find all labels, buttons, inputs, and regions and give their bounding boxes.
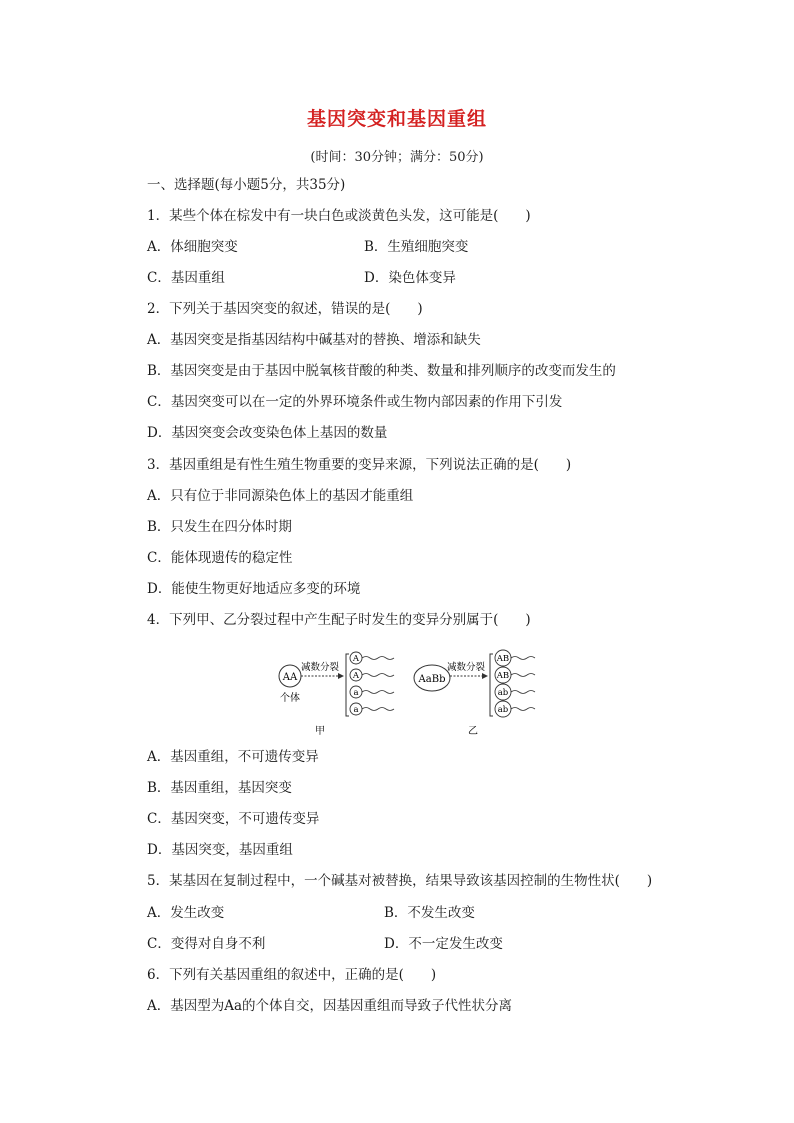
left-gamete: [350, 703, 394, 715]
left-gamete-label: a: [353, 688, 359, 698]
left-gamete-label: A: [352, 654, 360, 664]
question-3-option-b: B．只发生在四分体时期: [147, 519, 292, 535]
right-gamete: [495, 650, 535, 666]
left-gamete: [350, 669, 394, 681]
left-sperm-tail: [362, 657, 394, 660]
right-parent-label: AaBb: [418, 674, 446, 685]
right-gamete: [495, 684, 535, 700]
question-5-option-c: C．变得对自身不利: [147, 936, 266, 952]
left-gamete-label: A: [352, 671, 360, 681]
exam-time-score: (时间：30分钟；满分：50分): [310, 150, 484, 165]
right-gamete-label: AB: [496, 671, 510, 681]
right-bracket: [490, 654, 493, 716]
left-gamete-label: a: [353, 705, 359, 715]
question-6-option-a: A．基因型为Aa的个体自交，因基因重组而导致子代性状分离: [147, 998, 513, 1014]
question-5-option-a: A．发生改变: [147, 905, 225, 921]
question-3-option-a: A．只有位于非同源染色体上的基因才能重组: [147, 488, 414, 504]
left-arrow-head: [338, 673, 344, 679]
question-4-option-c: C．基因突变，不可遗传变异: [147, 811, 320, 827]
question-1-option-d: D．染色体变异: [364, 270, 456, 286]
right-gamete: [495, 701, 535, 717]
question-1-stem: 1．某些个体在棕发中有一块白色或淡黄色头发，这可能是( ): [147, 208, 531, 224]
question-2-option-a: A．基因突变是指基因结构中碱基对的替换、增添和缺失: [147, 332, 481, 348]
left-parent-label: AA: [282, 672, 298, 683]
question-1-option-c: C．基因重组: [147, 270, 225, 286]
left-sperm-tail: [362, 691, 394, 694]
right-gamete: [495, 667, 535, 683]
question-5-option-d: D．不一定发生改变: [384, 936, 503, 952]
question-2-option-d: D．基因突变会改变染色体上基因的数量: [147, 425, 388, 441]
question-6-stem: 6．下列有关基因重组的叙述中，正确的是( ): [147, 967, 437, 983]
right-sperm-tail: [511, 691, 535, 694]
right-arrow-label: 减数分裂: [446, 662, 486, 673]
meiosis-figure: [270, 648, 550, 738]
question-5-option-b: B．不发生改变: [384, 905, 475, 921]
right-sperm-tail: [511, 708, 535, 711]
question-3-option-d: D．能使生物更好地适应多变的环境: [147, 581, 361, 597]
left-arrow-label: 减数分裂: [300, 662, 340, 673]
question-2-option-b: B．基因突变是由于基因中脱氧核苷酸的种类、数量和排列顺序的改变而发生的: [147, 363, 616, 379]
right-gamete-label: ab: [497, 705, 509, 715]
right-gamete-label: ab: [497, 688, 509, 698]
left-gamete: [350, 686, 394, 698]
left-sperm-tail: [362, 708, 394, 711]
question-2-stem: 2．下列关于基因突变的叙述，错误的是( ): [147, 301, 423, 317]
left-bracket: [346, 654, 349, 716]
question-4-option-b: B．基因重组，基因突变: [147, 780, 292, 796]
question-3-option-c: C．能体现遗传的稳定性: [147, 550, 293, 566]
right-sperm-tail: [511, 674, 535, 677]
question-5-stem: 5．某基因在复制过程中，一个碱基对被替换，结果导致该基因控制的生物性状( ): [147, 873, 653, 889]
question-3-stem: 3．基因重组是有性生殖生物重要的变异来源，下列说法正确的是( ): [147, 457, 572, 473]
right-gamete-label: AB: [496, 654, 510, 664]
question-1-option-b: B．生殖细胞突变: [364, 239, 469, 255]
question-4-option-a: A．基因重组，不可遗传变异: [147, 749, 319, 765]
question-4-stem: 4．下列甲、乙分裂过程中产生配子时发生的变异分别属于( ): [147, 612, 531, 628]
left-individual-label: 个体: [280, 693, 300, 704]
left-caption: 甲: [315, 726, 325, 737]
right-caption: 乙: [468, 726, 478, 737]
right-sperm-tail: [511, 657, 535, 660]
question-1-option-a: A．体细胞突变: [147, 239, 238, 255]
question-2-option-c: C．基因突变可以在一定的外界环境条件或生物内部因素的作用下引发: [147, 394, 563, 410]
section-heading: 一、选择题(每小题5分，共35分): [147, 177, 346, 193]
left-sperm-tail: [362, 674, 394, 677]
right-arrow-head: [482, 673, 488, 679]
left-gamete: [350, 652, 394, 664]
question-4-option-d: D．基因突变，基因重组: [147, 842, 293, 858]
page-title: 基因突变和基因重组: [306, 108, 487, 130]
